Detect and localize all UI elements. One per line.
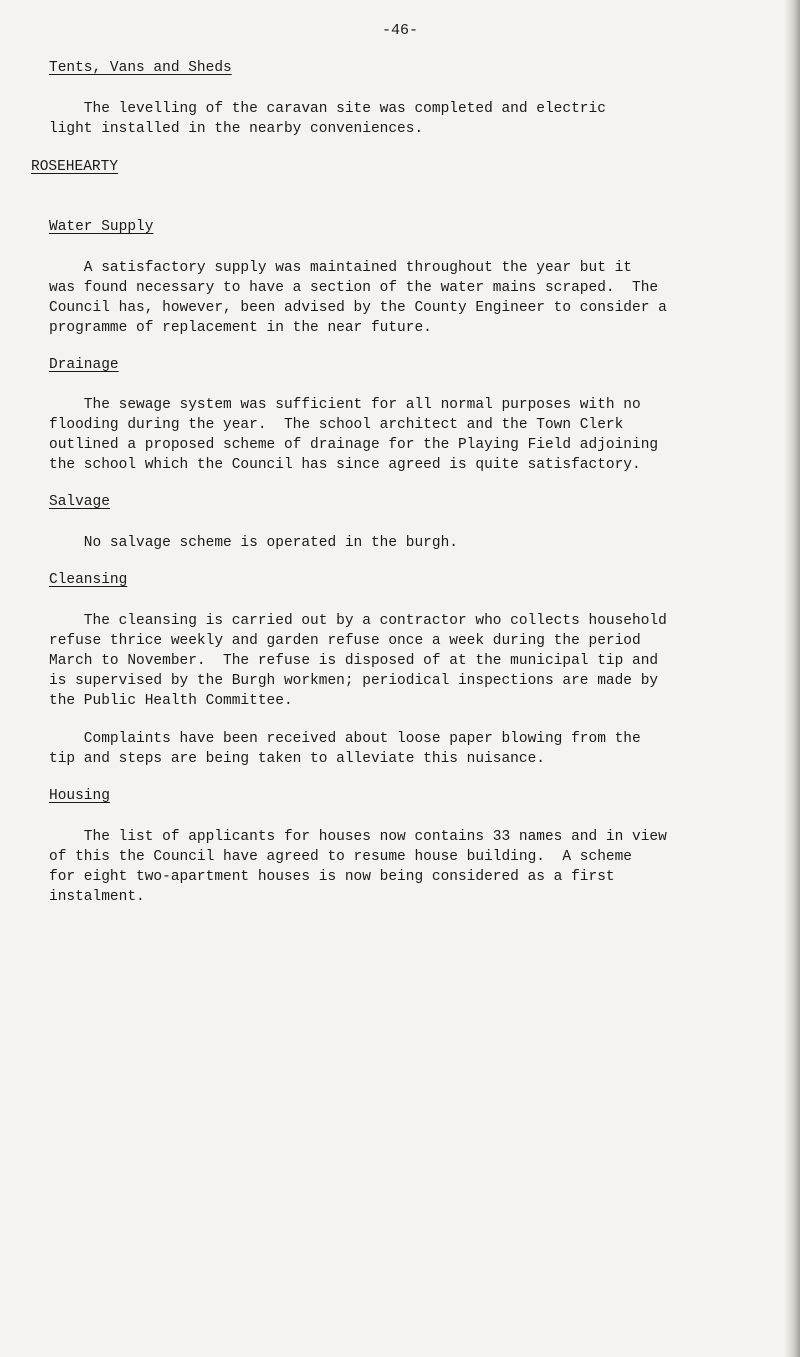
heading-rosehearty: ROSEHEARTY [31, 159, 119, 175]
heading-drainage: Drainage [49, 357, 119, 373]
heading-tents-vans-sheds: Tents, Vans and Sheds [49, 60, 232, 76]
heading-salvage: Salvage [49, 494, 110, 510]
page-number: -46- [381, 22, 418, 39]
paragraph-cleansing-1: The cleansing is carried out by a contractor who collects household refuse thrice weekly and garden refuse once a week during the period March to November. The refuse is disposed of at the municipal tip and is supervised by the Burgh workmen; periodical inspections are made by the Public Health Committee. [49, 613, 667, 709]
paragraph-tents: The levelling of the caravan site was completed and electric light installed in the nearby conveniences. [49, 101, 606, 137]
page-edge-shadow [784, 0, 800, 1357]
paragraph-drainage: The sewage system was sufficient for all normal purposes with no flooding during the year. The school architect and the Town Clerk outlined a proposed scheme of drainage for the Playing Field adjoining the school which the Council has since agreed is quite satisfactory. [49, 397, 659, 473]
heading-water-supply: Water Supply [49, 219, 154, 235]
paragraph-salvage: No salvage scheme is operated in the burgh. [49, 535, 458, 551]
heading-housing: Housing [49, 788, 110, 804]
heading-cleansing: Cleansing [49, 572, 128, 588]
paragraph-water-supply: A satisfactory supply was maintained throughout the year but it was found necessary to have a section of the water mains scraped. The Council has, however, been advised by the County Engineer to consider a programme of replacement in the near future. [49, 260, 667, 336]
paragraph-cleansing-2: Complaints have been received about loose paper blowing from the tip and steps are being taken to alleviate this nuisance. [49, 731, 641, 767]
paragraph-housing: The list of applicants for houses now contains 33 names and in view of this the Council have agreed to resume house building. A scheme for eight two-apartment houses is now being considered as a first instalment. [49, 829, 667, 905]
